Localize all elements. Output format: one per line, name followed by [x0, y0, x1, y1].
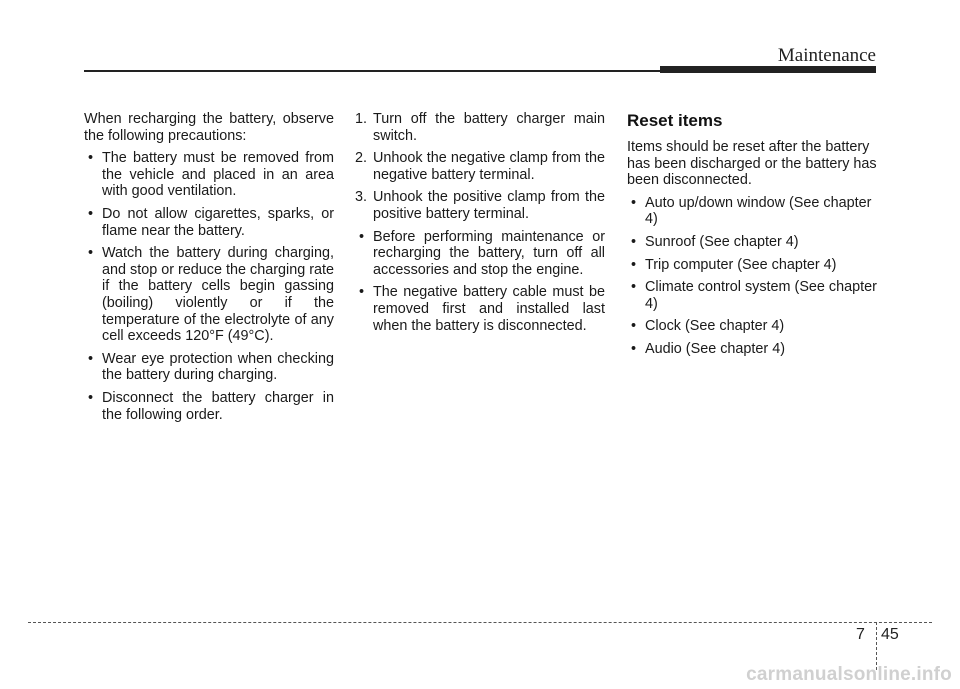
section-title: Reset items	[627, 111, 723, 130]
step-item	[355, 111, 605, 144]
notes-list	[355, 229, 605, 335]
list-item	[627, 318, 877, 335]
list-item	[627, 234, 877, 251]
list-item-text: Sunroof (See chapter 4)	[645, 233, 799, 250]
step-item	[355, 189, 605, 222]
bullet-icon: •	[88, 150, 94, 167]
column-right	[627, 111, 877, 364]
list-item	[84, 245, 334, 345]
page-header-title: Maintenance	[777, 45, 876, 66]
list-item	[84, 206, 334, 239]
list-item-text: Before performing maintenance or recharging the battery, turn off all accessories and stop the engine.	[373, 228, 605, 278]
header-rule-thick	[660, 66, 876, 73]
precautions-list	[84, 150, 334, 423]
list-item	[627, 279, 877, 312]
list-item-text: The battery must be removed from the vehicle and placed in an area with good ventilation.	[102, 150, 334, 200]
step-number: 2.	[355, 150, 368, 167]
list-item	[627, 341, 877, 358]
step-number: 3.	[355, 189, 368, 206]
bullet-icon: •	[631, 279, 637, 296]
list-item	[355, 229, 605, 279]
list-item-text: Disconnect the battery charger in the following order.	[102, 389, 334, 423]
list-item	[627, 257, 877, 274]
list-item-text: Climate control system (See chapter 4)	[645, 279, 877, 312]
column-left	[84, 111, 334, 429]
step-item	[355, 150, 605, 183]
bullet-icon: •	[359, 228, 365, 245]
list-item-text: Watch the battery during charging, and stop or reduce the charging rate if the battery cells begin gassing (boiling) violently or if the temperature of the electrolyte of any cell exceeds 120°F (49°C).	[102, 245, 334, 345]
list-item-text: Trip computer (See chapter 4)	[645, 256, 837, 273]
footer-page-number: 45	[881, 626, 899, 643]
bullet-icon: •	[88, 245, 94, 262]
bullet-icon: •	[631, 233, 637, 250]
list-item	[627, 195, 877, 228]
header-rule-thin	[84, 70, 664, 72]
disconnect-steps-list	[355, 111, 605, 223]
footer-dashed-rule	[28, 622, 932, 623]
reset-items-list	[627, 195, 877, 358]
list-item-text: Clock (See chapter 4)	[645, 318, 785, 335]
list-item	[84, 390, 334, 423]
step-text: Unhook the positive clamp from the positive battery terminal.	[373, 189, 605, 222]
bullet-icon: •	[631, 194, 637, 211]
list-item	[84, 150, 334, 200]
list-item	[355, 284, 605, 334]
watermark: carmanualsonline.info	[746, 664, 952, 685]
bullet-icon: •	[631, 256, 637, 273]
list-item-text: Audio (See chapter 4)	[645, 340, 785, 357]
intro-paragraph: When recharging the battery, observe the following precautions:	[84, 111, 334, 144]
list-item-text: Do not allow cigarettes, sparks, or flame near the battery.	[102, 205, 334, 239]
list-item-text: The negative battery cable must be removed first and installed last when the battery is disconnected.	[373, 284, 605, 334]
step-text: Unhook the negative clamp from the negative battery terminal.	[373, 150, 605, 183]
bullet-icon: •	[631, 318, 637, 335]
bullet-icon: •	[631, 340, 637, 357]
bullet-icon: •	[359, 284, 365, 301]
list-item-text: Auto up/down window (See chapter 4)	[645, 194, 872, 228]
reset-intro-paragraph: Items should be reset after the battery has been discharged or the battery has been disconnected.	[627, 139, 877, 189]
list-item	[84, 351, 334, 384]
step-text: Turn off the battery charger main switch.	[373, 111, 605, 144]
bullet-icon: •	[88, 389, 94, 406]
footer-vertical-divider	[876, 622, 877, 670]
bullet-icon: •	[88, 205, 94, 222]
step-number: 1.	[355, 111, 368, 127]
bullet-icon: •	[88, 350, 94, 367]
column-middle	[355, 111, 605, 340]
footer-chapter-number: 7	[856, 626, 865, 643]
list-item-text: Wear eye protection when checking the battery during charging.	[102, 350, 334, 384]
